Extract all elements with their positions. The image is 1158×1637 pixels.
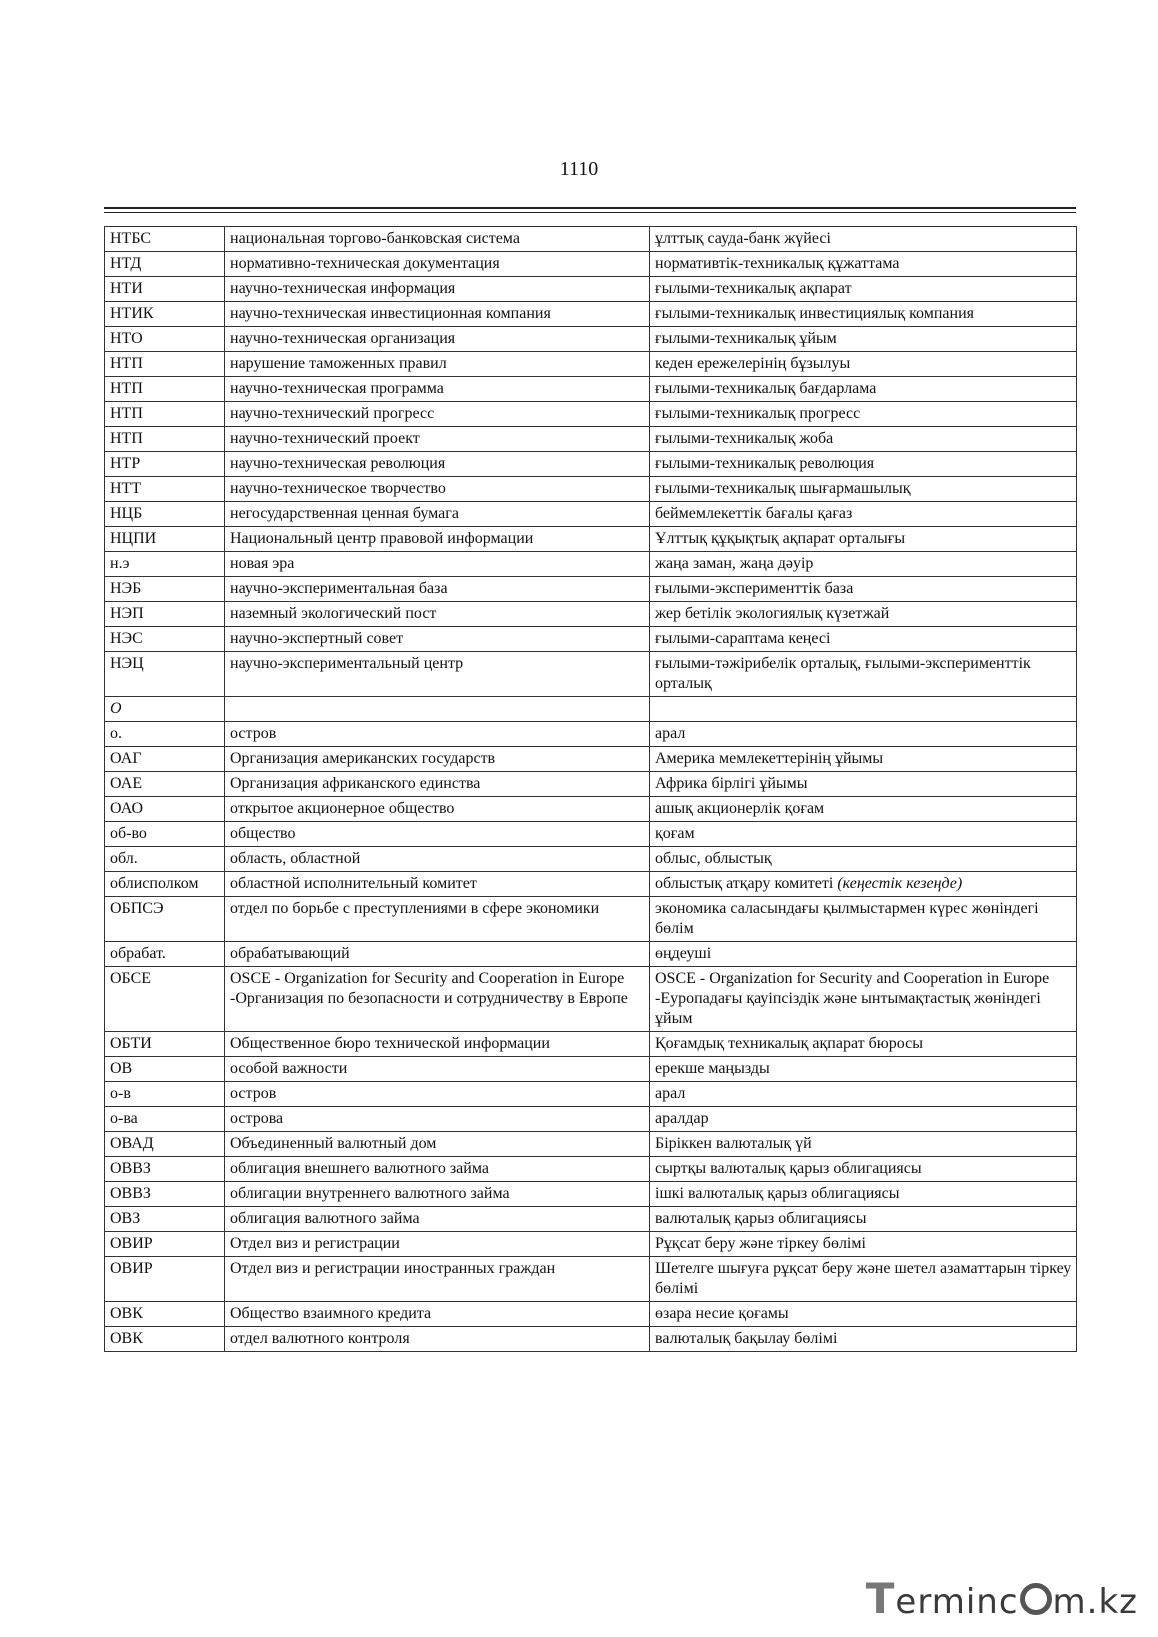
kazakh-term-cell	[650, 897, 1077, 942]
kazakh-term-cell-text: ішкі валюталық қарыз облигациясы	[655, 1185, 900, 1202]
table-row	[105, 602, 1077, 627]
table-row	[105, 822, 1077, 847]
kazakh-term-cell-text: ғылыми-техникалық бағдарлама	[655, 380, 877, 397]
abbreviation-cell-text: ОВК	[110, 1330, 143, 1347]
russian-term-cell-text: Общество взаимного кредита	[230, 1305, 432, 1322]
russian-term-cell-text: облигация внешнего валютного займа	[230, 1160, 489, 1177]
kazakh-term-cell	[650, 652, 1077, 697]
table-row	[105, 452, 1077, 477]
abbreviation-cell	[105, 477, 225, 502]
kazakh-term-cell-text: ұлттық сауда-банк жүйесі	[655, 230, 831, 247]
abbreviation-cell	[105, 967, 225, 1032]
kazakh-term-cell	[650, 302, 1077, 327]
kazakh-term-cell-text: валюталық бақылау бөлімі	[655, 1330, 838, 1347]
abbreviation-cell-text: НТИ	[110, 280, 143, 297]
abbreviation-cell	[105, 352, 225, 377]
abbreviation-cell-text: ОВИР	[110, 1260, 153, 1277]
russian-term-cell-text: открытое акционерное общество	[230, 800, 455, 817]
russian-term-cell	[225, 1057, 650, 1082]
kazakh-term-cell	[650, 502, 1077, 527]
abbreviation-table	[104, 226, 1077, 1352]
russian-term-cell-text: облигация валютного займа	[230, 1210, 420, 1227]
kazakh-term-cell-text: облыс, облыстық	[655, 850, 772, 867]
kazakh-term-cell-text: Ұлттық құқықтық ақпарат орталығы	[655, 530, 906, 547]
kazakh-term-cell-text: ғылыми-сараптама кеңесі	[655, 630, 831, 647]
kazakh-term-cell-text: Қоғамдық техникалық ақпарат бюросы	[655, 1035, 923, 1052]
kazakh-term-cell-text: ғылыми-техникалық шығармашылық	[655, 480, 911, 497]
table-row	[105, 1057, 1077, 1082]
kazakh-term-cell	[650, 402, 1077, 427]
abbreviation-cell	[105, 252, 225, 277]
empty-cell	[650, 697, 1077, 722]
kazakh-term-cell	[650, 227, 1077, 252]
russian-term-cell	[225, 552, 650, 577]
abbreviation-cell-text: НЭС	[110, 630, 143, 647]
abbreviation-cell-text: ОВИР	[110, 1235, 153, 1252]
abbreviation-cell-text: НТИК	[110, 305, 154, 322]
russian-term-cell	[225, 1232, 650, 1257]
kazakh-term-cell	[650, 797, 1077, 822]
russian-term-cell-text: особой важности	[230, 1060, 348, 1077]
table-row	[105, 942, 1077, 967]
table-row	[105, 552, 1077, 577]
kazakh-term-cell-text: өңдеуші	[655, 945, 712, 962]
russian-term-cell-text: OSCE - Organization for Security and Cooperation in Europe -Организация по безопасности и сотрудничеству в Европе	[230, 970, 628, 1007]
termincom-logo: Terminc m.kz	[865, 1574, 1138, 1623]
russian-term-cell-text: наземный экологический пост	[230, 605, 437, 622]
russian-term-cell	[225, 577, 650, 602]
kazakh-term-cell	[650, 252, 1077, 277]
kazakh-term-cell-text: арал	[655, 725, 686, 742]
abbreviation-cell	[105, 797, 225, 822]
abbreviation-cell-text: обрабат.	[110, 945, 166, 962]
abbreviation-cell-text: о.	[110, 725, 122, 742]
kazakh-term-cell-text: ғылыми-тәжірибелік орталық, ғылыми-эксперименттік орталық	[655, 655, 1031, 692]
abbreviation-cell-text: ОБСЕ	[110, 970, 152, 987]
russian-term-cell-text: негосударственная ценная бумага	[230, 505, 459, 522]
kazakh-term-cell-text: аралдар	[655, 1110, 709, 1127]
russian-term-cell	[225, 602, 650, 627]
kazakh-term-cell-text: өзара несие қоғамы	[655, 1305, 789, 1322]
russian-term-cell	[225, 1107, 650, 1132]
kazakh-term-cell	[650, 527, 1077, 552]
abbreviation-cell	[105, 772, 225, 797]
abbreviation-cell	[105, 577, 225, 602]
russian-term-cell	[225, 897, 650, 942]
russian-term-cell	[225, 452, 650, 477]
abbreviation-cell-text: ОВВЗ	[110, 1160, 151, 1177]
russian-term-cell-text: нормативно-техническая документация	[230, 255, 500, 272]
table-row	[105, 352, 1077, 377]
abbreviation-cell	[105, 1257, 225, 1302]
kazakh-term-cell-text: ғылыми-техникалық революция	[655, 455, 875, 472]
kazakh-term-cell-text: беймемлекеттік бағалы қағаз	[655, 505, 853, 522]
abbreviation-cell-text: о-ва	[110, 1110, 138, 1127]
page-number: 1110	[559, 158, 599, 180]
russian-term-cell-text: областной исполнительный комитет	[230, 875, 477, 892]
kazakh-term-cell	[650, 627, 1077, 652]
russian-term-cell-text: Общественное бюро технической информации	[230, 1035, 550, 1052]
russian-term-cell	[225, 327, 650, 352]
abbreviation-cell	[105, 942, 225, 967]
abbreviation-cell-text: обл.	[110, 850, 138, 867]
russian-term-cell-text: остров	[230, 725, 277, 742]
abbreviation-cell	[105, 897, 225, 942]
abbreviation-cell	[105, 527, 225, 552]
kazakh-term-cell	[650, 772, 1077, 797]
kazakh-term-cell	[650, 352, 1077, 377]
russian-term-cell	[225, 377, 650, 402]
russian-term-cell-text: острова	[230, 1110, 284, 1127]
abbreviation-cell-text: об-во	[110, 825, 147, 842]
kazakh-term-cell	[650, 822, 1077, 847]
abbreviation-cell	[105, 552, 225, 577]
abbreviation-cell-text: ОВ	[110, 1060, 133, 1077]
russian-term-cell-text: национальная торгово-банковская система	[230, 230, 520, 247]
kazakh-term-cell	[650, 942, 1077, 967]
russian-term-cell-text: научно-экспериментальный центр	[230, 655, 464, 672]
abbreviation-cell-text: ОВЗ	[110, 1210, 141, 1227]
abbreviation-cell	[105, 1327, 225, 1352]
abbreviation-cell	[105, 327, 225, 352]
russian-term-cell	[225, 627, 650, 652]
russian-term-cell	[225, 277, 650, 302]
abbreviation-cell-text: НТП	[110, 355, 143, 372]
kazakh-term-cell	[650, 872, 1077, 897]
kazakh-term-cell	[650, 377, 1077, 402]
russian-term-cell-text: остров	[230, 1085, 277, 1102]
kazakh-term-cell-text: облыстық атқару комитеті	[655, 875, 834, 892]
russian-term-cell-text: Национальный центр правовой информации	[230, 530, 534, 547]
abbreviation-cell	[105, 1082, 225, 1107]
kazakh-term-cell-text: қоғам	[655, 825, 695, 842]
russian-term-cell-text: научно-техническое творчество	[230, 480, 446, 497]
abbreviation-cell	[105, 302, 225, 327]
table-row	[105, 427, 1077, 452]
abbreviation-cell-text: НТП	[110, 380, 143, 397]
table-row	[105, 302, 1077, 327]
russian-term-cell-text: научно-техническая организация	[230, 330, 456, 347]
table-row	[105, 1232, 1077, 1257]
kazakh-term-note: (кеңестік кезеңде)	[837, 875, 963, 892]
russian-term-cell	[225, 1182, 650, 1207]
table-row	[105, 1132, 1077, 1157]
kazakh-term-cell	[650, 277, 1077, 302]
kazakh-term-cell	[650, 327, 1077, 352]
kazakh-term-cell-text: ерекше маңызды	[655, 1060, 770, 1077]
kazakh-term-cell-text: ғылыми-техникалық инвестициялық компания	[655, 305, 975, 322]
kazakh-term-cell-text: жаңа заман, жаңа дәуір	[655, 555, 814, 572]
table-row	[105, 897, 1077, 942]
kazakh-term-cell-text: ғылыми-техникалық ақпарат	[655, 280, 852, 297]
russian-term-cell	[225, 652, 650, 697]
russian-term-cell-text: научно-техническая инвестиционная компания	[230, 305, 551, 322]
russian-term-cell-text: Отдел виз и регистрации иностранных граждан	[230, 1260, 556, 1277]
empty-cell	[225, 697, 650, 722]
table-row	[105, 797, 1077, 822]
russian-term-cell-text: область, областной	[230, 850, 361, 867]
abbreviation-cell-text: НТП	[110, 430, 143, 447]
table-row	[105, 872, 1077, 897]
kazakh-term-cell	[650, 1157, 1077, 1182]
russian-term-cell-text: научно-экспериментальная база	[230, 580, 448, 597]
kazakh-term-cell	[650, 552, 1077, 577]
russian-term-cell-text: обрабатывающий	[230, 945, 350, 962]
table-row	[105, 627, 1077, 652]
abbreviation-cell	[105, 377, 225, 402]
abbreviation-cell	[105, 502, 225, 527]
table-row	[105, 1157, 1077, 1182]
abbreviation-cell	[105, 627, 225, 652]
abbreviation-cell-text: НЭП	[110, 605, 144, 622]
kazakh-term-cell-text: Америка мемлекеттерінің ұйымы	[655, 750, 884, 767]
abbreviation-cell-text: ОВАД	[110, 1135, 154, 1152]
table-row	[105, 847, 1077, 872]
abbreviation-cell-text: НЭБ	[110, 580, 142, 597]
abbreviation-cell-text: НТБС	[110, 230, 152, 247]
abbreviation-cell	[105, 1107, 225, 1132]
kazakh-term-cell-text: ғылыми-техникалық жоба	[655, 430, 834, 447]
kazakh-term-cell	[650, 1132, 1077, 1157]
kazakh-term-cell-text: OSCE - Organization for Security and Cooperation in Europe -Еуропадағы қауіпсіздік және ынтымақтастық жөніндегі ұйым	[655, 970, 1050, 1027]
russian-term-cell	[225, 967, 650, 1032]
abbreviation-cell	[105, 1032, 225, 1057]
russian-term-cell	[225, 1082, 650, 1107]
russian-term-cell-text: научно-технический прогресс	[230, 405, 435, 422]
russian-term-cell-text: научно-техническая программа	[230, 380, 444, 397]
russian-term-cell	[225, 427, 650, 452]
russian-term-cell-text: отдел по борьбе с преступлениями в сфере экономики	[230, 900, 600, 917]
russian-term-cell	[225, 402, 650, 427]
kazakh-term-cell-text: арал	[655, 1085, 686, 1102]
abbreviation-cell-text: ОБТИ	[110, 1035, 152, 1052]
letter-section-row	[105, 697, 1077, 722]
table-row	[105, 227, 1077, 252]
table-row	[105, 652, 1077, 697]
russian-term-cell-text: Объединенный валютный дом	[230, 1135, 437, 1152]
kazakh-term-cell	[650, 1257, 1077, 1302]
kazakh-term-cell	[650, 1327, 1077, 1352]
table-row	[105, 722, 1077, 747]
table-row	[105, 747, 1077, 772]
table-row	[105, 772, 1077, 797]
logo-circle-icon	[1020, 1583, 1052, 1615]
table-row	[105, 1327, 1077, 1352]
russian-term-cell	[225, 1032, 650, 1057]
abbreviation-cell	[105, 1232, 225, 1257]
table-row	[105, 1257, 1077, 1302]
kazakh-term-cell	[650, 967, 1077, 1032]
abbreviation-cell	[105, 847, 225, 872]
abbreviation-cell	[105, 722, 225, 747]
kazakh-term-cell-text: валюталық қарыз облигациясы	[655, 1210, 867, 1227]
russian-term-cell-text: общество	[230, 825, 296, 842]
table-row	[105, 1107, 1077, 1132]
abbreviation-cell	[105, 1132, 225, 1157]
kazakh-term-cell-text: кеден ережелерінің бұзылуы	[655, 355, 851, 372]
abbreviation-cell-text: НЦБ	[110, 505, 143, 522]
abbreviation-cell	[105, 452, 225, 477]
kazakh-term-cell	[650, 1232, 1077, 1257]
russian-term-cell	[225, 1132, 650, 1157]
abbreviation-cell-text: ОБПСЭ	[110, 900, 164, 917]
abbreviation-table-body	[105, 227, 1077, 1352]
kazakh-term-cell-text: экономика саласындағы қылмыстармен күрес жөніндегі бөлім	[655, 900, 1039, 937]
kazakh-term-cell-text: ғылыми-техникалық ұйым	[655, 330, 837, 347]
russian-term-cell	[225, 527, 650, 552]
table-row	[105, 327, 1077, 352]
abbreviation-cell-text: НЦПИ	[110, 530, 157, 547]
russian-term-cell-text: отдел валютного контроля	[230, 1330, 410, 1347]
kazakh-term-cell-text: Рұқсат беру және тіркеу бөлімі	[655, 1235, 866, 1252]
table-row	[105, 1032, 1077, 1057]
abbreviation-cell	[105, 1207, 225, 1232]
russian-term-cell	[225, 502, 650, 527]
table-row	[105, 402, 1077, 427]
abbreviation-cell	[105, 652, 225, 697]
section-letter: О	[105, 697, 225, 722]
russian-term-cell-text: научно-технический проект	[230, 430, 420, 447]
kazakh-term-cell	[650, 747, 1077, 772]
russian-term-cell	[225, 797, 650, 822]
russian-term-cell	[225, 1207, 650, 1232]
russian-term-cell	[225, 1157, 650, 1182]
kazakh-term-cell-text: нормативтік-техникалық құжаттама	[655, 255, 900, 272]
russian-term-cell	[225, 477, 650, 502]
kazakh-term-cell-text: Африка бірлігі ұйымы	[655, 775, 808, 792]
russian-term-cell	[225, 252, 650, 277]
abbreviation-cell-text: ОАЕ	[110, 775, 143, 792]
abbreviation-cell-text: облисполком	[110, 875, 199, 892]
russian-term-cell-text: нарушение таможенных правил	[230, 355, 447, 372]
kazakh-term-cell	[650, 1182, 1077, 1207]
russian-term-cell-text: научно-техническая революция	[230, 455, 446, 472]
kazakh-term-cell	[650, 477, 1077, 502]
kazakh-term-cell	[650, 577, 1077, 602]
abbreviation-cell-text: ОВК	[110, 1305, 143, 1322]
russian-term-cell	[225, 227, 650, 252]
russian-term-cell	[225, 872, 650, 897]
russian-term-cell-text: Организация африканского единства	[230, 775, 481, 792]
abbreviation-cell	[105, 1302, 225, 1327]
table-row	[105, 527, 1077, 552]
russian-term-cell	[225, 747, 650, 772]
kazakh-term-cell	[650, 452, 1077, 477]
kazakh-term-cell	[650, 722, 1077, 747]
abbreviation-cell-text: ОАГ	[110, 750, 142, 767]
table-row	[105, 502, 1077, 527]
kazakh-term-cell-text: ғылыми-техникалық прогресс	[655, 405, 861, 422]
kazakh-term-cell	[650, 1107, 1077, 1132]
abbreviation-cell-text: ОВВЗ	[110, 1185, 151, 1202]
abbreviation-cell	[105, 822, 225, 847]
kazakh-term-cell-text: ашық акционерлік қоғам	[655, 800, 825, 817]
abbreviation-cell	[105, 747, 225, 772]
kazakh-term-cell	[650, 1032, 1077, 1057]
abbreviation-cell	[105, 427, 225, 452]
russian-term-cell-text: Отдел виз и регистрации	[230, 1235, 400, 1252]
kazakh-term-cell	[650, 1207, 1077, 1232]
table-row	[105, 1182, 1077, 1207]
abbreviation-cell	[105, 227, 225, 252]
header-rule-thin	[104, 212, 1076, 213]
russian-term-cell	[225, 1257, 650, 1302]
abbreviation-cell	[105, 402, 225, 427]
kazakh-term-cell-text: жер бетілік экологиялық күзетжай	[655, 605, 890, 622]
table-row	[105, 277, 1077, 302]
abbreviation-cell	[105, 872, 225, 897]
table-row	[105, 1082, 1077, 1107]
russian-term-cell-text: новая эра	[230, 555, 295, 572]
abbreviation-cell-text: НТП	[110, 405, 143, 422]
abbreviation-cell	[105, 277, 225, 302]
kazakh-term-cell-text: сыртқы валюталық қарыз облигациясы	[655, 1160, 922, 1177]
table-row	[105, 1207, 1077, 1232]
abbreviation-cell-text: н.э	[110, 555, 130, 572]
table-row	[105, 577, 1077, 602]
abbreviation-cell-text: НТО	[110, 330, 143, 347]
table-row	[105, 477, 1077, 502]
russian-term-cell-text: Организация американских государств	[230, 750, 496, 767]
kazakh-term-cell	[650, 1302, 1077, 1327]
russian-term-cell	[225, 822, 650, 847]
abbreviation-cell-text: о-в	[110, 1085, 131, 1102]
russian-term-cell	[225, 1327, 650, 1352]
russian-term-cell	[225, 847, 650, 872]
russian-term-cell-text: научно-техническая информация	[230, 280, 456, 297]
kazakh-term-cell-text: Шетелге шығуға рұқсат беру және шетел азаматтарын тіркеу бөлімі	[655, 1260, 1072, 1297]
kazakh-term-cell	[650, 1057, 1077, 1082]
russian-term-cell-text: научно-экспертный совет	[230, 630, 404, 647]
kazakh-term-cell	[650, 427, 1077, 452]
russian-term-cell	[225, 942, 650, 967]
abbreviation-cell	[105, 1182, 225, 1207]
abbreviation-cell	[105, 1057, 225, 1082]
russian-term-cell-text: облигации внутреннего валютного займа	[230, 1185, 510, 1202]
abbreviation-cell	[105, 602, 225, 627]
table-row	[105, 967, 1077, 1032]
russian-term-cell	[225, 1302, 650, 1327]
abbreviation-cell	[105, 1157, 225, 1182]
russian-term-cell	[225, 302, 650, 327]
abbreviation-cell-text: НТТ	[110, 480, 142, 497]
table-row	[105, 252, 1077, 277]
russian-term-cell	[225, 352, 650, 377]
kazakh-term-cell-text: ғылыми-эксперименттік база	[655, 580, 854, 597]
abbreviation-cell-text: ОАО	[110, 800, 144, 817]
table-row	[105, 377, 1077, 402]
kazakh-term-cell-text: Біріккен валюталық үй	[655, 1135, 812, 1152]
header-rule-thick	[104, 207, 1076, 209]
russian-term-cell	[225, 722, 650, 747]
abbreviation-cell-text: НТР	[110, 455, 141, 472]
abbreviation-cell-text: НТД	[110, 255, 142, 272]
kazakh-term-cell	[650, 1082, 1077, 1107]
russian-term-cell	[225, 772, 650, 797]
kazakh-term-cell	[650, 602, 1077, 627]
table-row	[105, 1302, 1077, 1327]
abbreviation-cell-text: НЭЦ	[110, 655, 144, 672]
kazakh-term-cell	[650, 847, 1077, 872]
